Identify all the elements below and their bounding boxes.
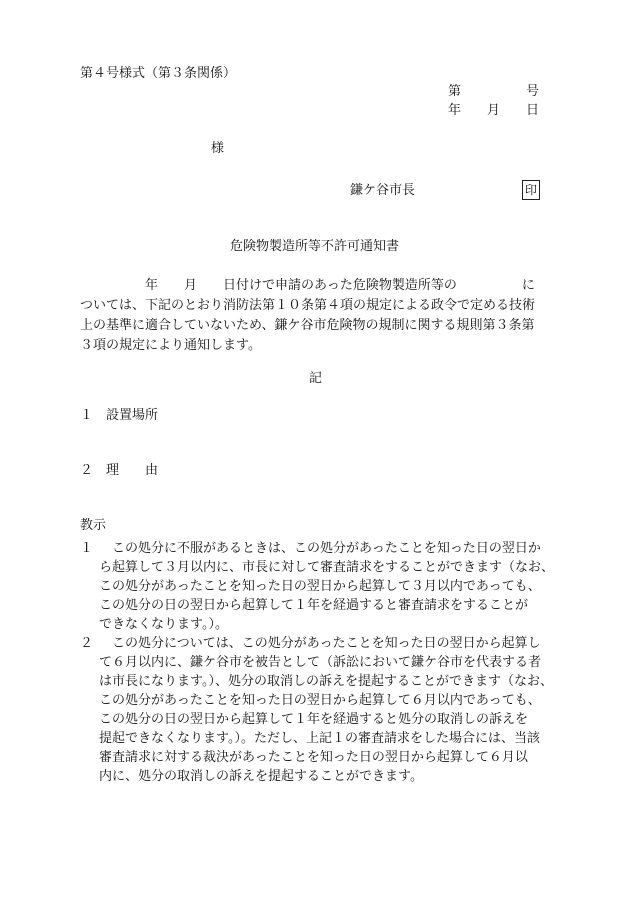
notice-item-1: [80, 539, 555, 634]
date-day: 日: [526, 103, 540, 118]
notice-line: は市長になります。）、処分の取消しの訴えを提起することができます（なお、: [99, 674, 553, 689]
notice-number: １: [80, 541, 94, 556]
ki-heading: 記: [309, 371, 323, 386]
notice-line: この処分については、この処分があったことを知った日の翌日から起算し: [99, 636, 541, 651]
doc-number-suffix: 号: [526, 84, 540, 99]
item-reason: ２ 理 由: [80, 463, 159, 478]
notice-line: 提起できなくなります。）。ただし、上記１の審査請求をした場合には、当該: [99, 731, 540, 746]
notice-text: [99, 634, 553, 786]
notice-line: ら起算して３月以内に、市長に対して審査請求をすることができます（なお、: [99, 560, 555, 575]
notice-item-2: [80, 634, 553, 786]
date-month: 月: [487, 103, 501, 118]
notice-line: この処分の日の翌日から起算して１年を経過すると審査請求をすることが: [99, 598, 529, 613]
notice-line: て６月以内に、鎌ケ谷市を被告として（訴訟において鎌ケ谷市を代表する者: [99, 655, 542, 670]
body-paragraph: [80, 276, 550, 356]
notice-line: 内に、処分の取消しの訴えを提起することができます。: [99, 769, 423, 784]
body-line: 上の基準に適合していないため、鎌ケ谷市危険物の規制に関する規則第３条第: [80, 318, 535, 333]
body-line: 年 月 日付けで申請のあった危険物製造所等の に: [80, 278, 535, 293]
kyoji-notice-list: [80, 539, 555, 786]
notice-line: この処分に不服があるときは、この処分があったことを知った日の翌日か: [99, 541, 541, 556]
body-line: ３項の規定により通知します。: [80, 338, 261, 353]
doc-number-prefix: 第: [448, 84, 462, 99]
notice-number: ２: [80, 636, 94, 651]
document-title: 危険物製造所等不許可通知書: [230, 239, 400, 254]
date-year: 年: [448, 103, 462, 118]
notice-text: [99, 539, 555, 634]
form-number: 第４号様式（第３条関係）: [80, 66, 237, 81]
notice-line: できなくなります。）。: [99, 617, 228, 632]
notice-line: この処分の日の翌日から起算して１年を経過すると処分の取消しの訴えを: [99, 712, 529, 727]
sender-name: 鎌ケ谷市長: [350, 183, 416, 198]
item-installation-location: １ 設置場所: [80, 408, 159, 423]
kyoji-heading: 教示: [80, 518, 107, 533]
notice-line: この処分があったことを知った日の翌日から起算して３月以内であっても、: [99, 579, 541, 594]
seal-stamp-box: 印: [522, 180, 540, 200]
addressee-suffix: 様: [211, 141, 225, 156]
notice-line: この処分があったことを知った日の翌日から起算して６月以内であっても、: [99, 693, 541, 708]
body-line: ついては、下記のとおり消防法第１０条第４項の規定による政令で定める技術: [80, 298, 536, 313]
notice-line: 審査請求に対する裁決があったことを知った日の翌日から起算して６月以: [99, 750, 528, 765]
